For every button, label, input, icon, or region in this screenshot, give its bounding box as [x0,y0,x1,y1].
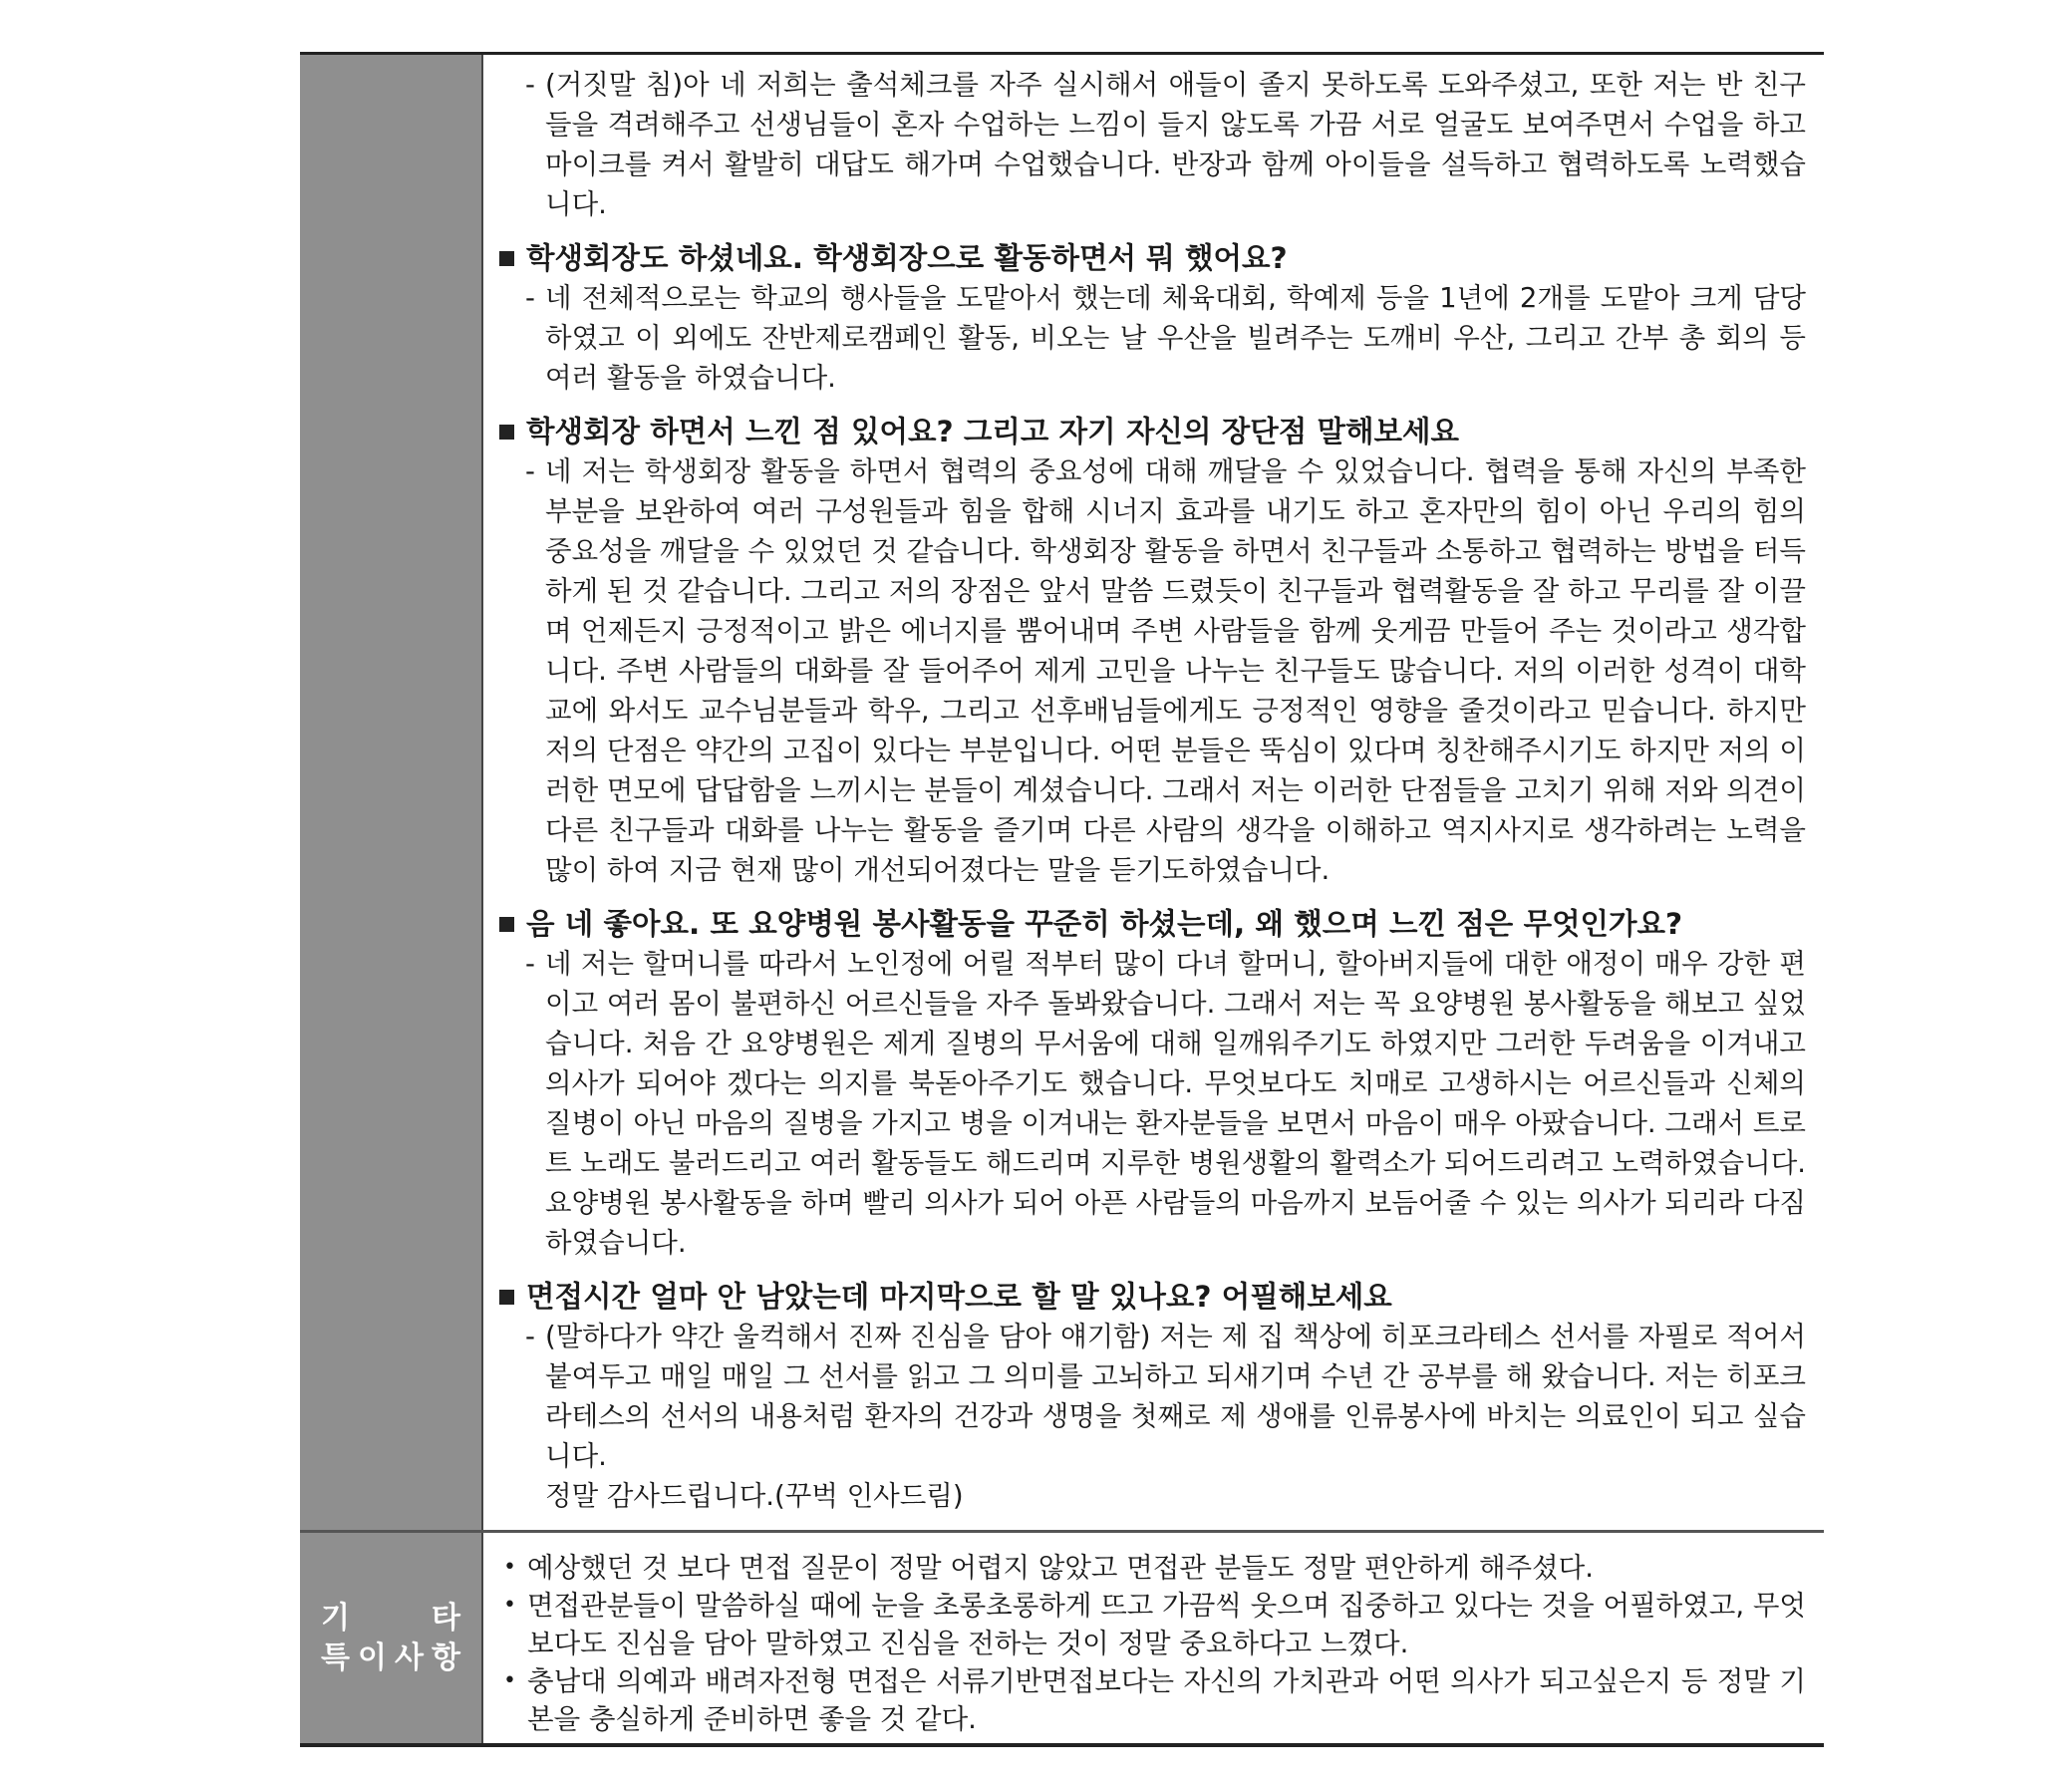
dash-marker: - [525,455,535,487]
dash-marker: - [525,69,535,101]
label-char: 사 [395,1639,424,1675]
answer-text: 네 저는 학생회장 활동을 하면서 협력의 중요성에 대해 깨달을 수 있었습니다. 협력을 통해 자신의 부족한 부분을 보완하여 여러 구성원들과 힘을 합해 시너지 효과를 내기도 하고 혼자만의 힘이 아닌 우리의 힘의 중요성을 깨달을 수 있었던 것 같습니다. 학생회장 활동을 하면서 친구들과 소통하고 협력하는 방법을 터득하게 된 것 같습니다. 그리고 저의 장점은 앞서 말씀 드렸듯이 친구들과 협력활동을 잘 하고 무리를 잘 이끌며 언제든지 긍정적이고 밝은 에너지를 뿜어내며 주변 사람들을 함께 웃게끔 만들어 주는 것이라고 생각합니다. 주변 사람들의 대화를 잘 들어주어 제게 고민을 나누는 친구들도 많습니다. 저의 이러한 성격이 대학교에 와서도 교수님분들과 학우, 그리고 선후배님들에게도 긍정적인 영향을 줄것이라고 믿습니다. 하지만 저의 단점은 약간의 고집이 있다는 부분입니다. 어떤 분들은 뚝심이 있다며 칭찬해주시기도 하지만 저의 이러한 면모에 답답함을 느끼시는 분들이 계셨습니다. 그래서 저는 이러한 단점들을 고치기 위해 저와 의견이 다른 친구들과 대화를 나누는 활동을 즐기며 다른 사람의 생각을 이해하고 역지사지로 생각하려는 노력을 많이 하여 지금 현재 많이 개선되어졌다는 말을 듣기도하였습니다. [545,455,1806,886]
interview-form-table [300,52,1824,1747]
question [499,238,1806,278]
qa-content-cell [482,54,1824,1532]
question [499,904,1806,944]
question-text: 학생회장 하면서 느낀 점 있어요? 그리고 자기 자신의 장단점 말해보세요 [526,415,1459,448]
answer [525,65,1806,224]
label-char: 이 [358,1639,387,1675]
answer-text: 네 전체적으로는 학교의 행사들을 도맡아서 했는데 체육대회, 학예제 등을 1년에 2개를 도맡아 크게 담당하였고 이 외에도 잔반제로캠페인 활동, 비오는 날 우산을 빌려주는 도깨비 우산, 그리고 간부 총 회의 등 여러 활동을 하였습니다. [545,282,1806,394]
qa-item-4 [499,904,1806,1263]
notes-row [300,1532,1824,1746]
square-bullet-icon [499,425,514,440]
square-bullet-icon [499,1290,514,1305]
dash-marker: - [525,948,535,980]
qa-item-2 [499,238,1806,398]
bullet-dot-icon: • [503,1668,516,1693]
question-text: 학생회장도 하셨네요. 학생회장으로 활동하면서 뭐 했어요? [526,241,1288,275]
dash-marker: - [525,282,535,314]
question-text: 음 네 좋아요. 또 요양병원 봉사활동을 꾸준히 하셨는데, 왜 했으며 느낀 점은 무엇인가요? [526,907,1683,941]
dash-marker: - [525,1321,535,1352]
label-char: 타 [432,1600,460,1636]
note-text: 충남대 의예과 배려자전형 면접은 서류기반면접보다는 자신의 가치관과 어떤 의사가 되고싶은지 등 정말 기본을 충실하게 준비하면 좋을 것 같다. [527,1665,1806,1735]
question-text: 면접시간 얼마 안 남았는데 마지막으로 할 말 있나요? 어필해보세요 [526,1280,1392,1314]
note-item [503,1549,1806,1587]
square-bullet-icon [499,917,514,932]
qa-item-1 [499,65,1806,224]
label-char: 특 [321,1639,350,1675]
qa-item-5 [499,1277,1806,1516]
label-char: 기 [321,1600,350,1636]
question [499,412,1806,451]
label-char: 항 [432,1639,460,1675]
question [499,1277,1806,1317]
note-text: 예상했던 것 보다 면접 질문이 정말 어렵지 않았고 면접관 분들도 정말 편안하게 해주셨다. [527,1552,1594,1584]
note-text: 면접관분들이 말씀하실 때에 눈을 초롱초롱하게 뜨고 가끔씩 웃으며 집중하고 있다는 것을 어필하였고, 무엇보다도 진심을 담아 말하였고 진심을 전하는 것이 정말 중요하다고 느꼈다. [527,1590,1806,1659]
notes-label [321,1599,460,1678]
notes-content-cell [482,1532,1824,1746]
qa-row [300,54,1824,1532]
interview-record-sheet [300,52,1824,1747]
answer-text: (말하다가 약간 울컥해서 진짜 진심을 담아 얘기함) 저는 제 집 책상에 히포크라테스 선서를 자필로 적어서 붙여두고 매일 매일 그 선서를 읽고 그 의미를 고뇌하고 되새기며 수년 간 공부를 해 왔습니다. 저는 히포크라테스의 선서의 내용처럼 환자의 건강과 생명을 첫째로 제 생애를 인류봉사에 바치는 의료인이 되고 싶습니다. [545,1321,1806,1472]
note-item [503,1587,1806,1662]
answer [525,278,1806,398]
answer-closing: 정말 감사드립니다.(꾸벅 인사드림) [545,1480,964,1512]
notes-label-cell [300,1532,482,1746]
note-item [503,1662,1806,1738]
answer [525,451,1806,890]
answer [525,1317,1806,1516]
bullet-dot-icon: • [503,1555,516,1580]
qa-label-cell [300,54,482,1532]
answer [525,944,1806,1263]
square-bullet-icon [499,251,514,266]
qa-item-3 [499,412,1806,890]
answer-text: (거짓말 침)아 네 저희는 출석체크를 자주 실시해서 애들이 졸지 못하도록 도와주셨고, 또한 저는 반 친구들을 격려해주고 선생님들이 혼자 수업하는 느낌이 들지 않도록 가끔 서로 얼굴도 보여주면서 수업을 하고 마이크를 켜서 활발히 대답도 해가며 수업했습니다. 반장과 함께 아이들을 설득하고 협력하도록 노력했습니다. [545,69,1806,220]
bullet-dot-icon: • [503,1593,516,1618]
answer-text: 네 저는 할머니를 따라서 노인정에 어릴 적부터 많이 다녀 할머니, 할아버지들에 대한 애정이 매우 강한 편이고 여러 몸이 불편하신 어르신들을 자주 돌봐왔습니다. 그래서 저는 꼭 요양병원 봉사활동을 해보고 싶었습니다. 처음 간 요양병원은 제게 질병의 무서움에 대해 일깨워주기도 하였지만 그러한 두려움을 이겨내고 의사가 되어야 겠다는 의지를 북돋아주기도 했습니다. 무엇보다도 치매로 고생하시는 어르신들과 신체의 질병이 아닌 마음의 질병을 가지고 병을 이겨내는 환자분들을 보면서 마음이 매우 아팠습니다. 그래서 트로트 노래도 불러드리고 여러 활동들도 해드리며 지루한 병원생활의 활력소가 되어드리려고 노력하였습니다. 요양병원 봉사활동을 하며 빨리 의사가 되어 아픈 사람들의 마음까지 보듬어줄 수 있는 의사가 되리라 다짐하였습니다. [545,948,1807,1259]
